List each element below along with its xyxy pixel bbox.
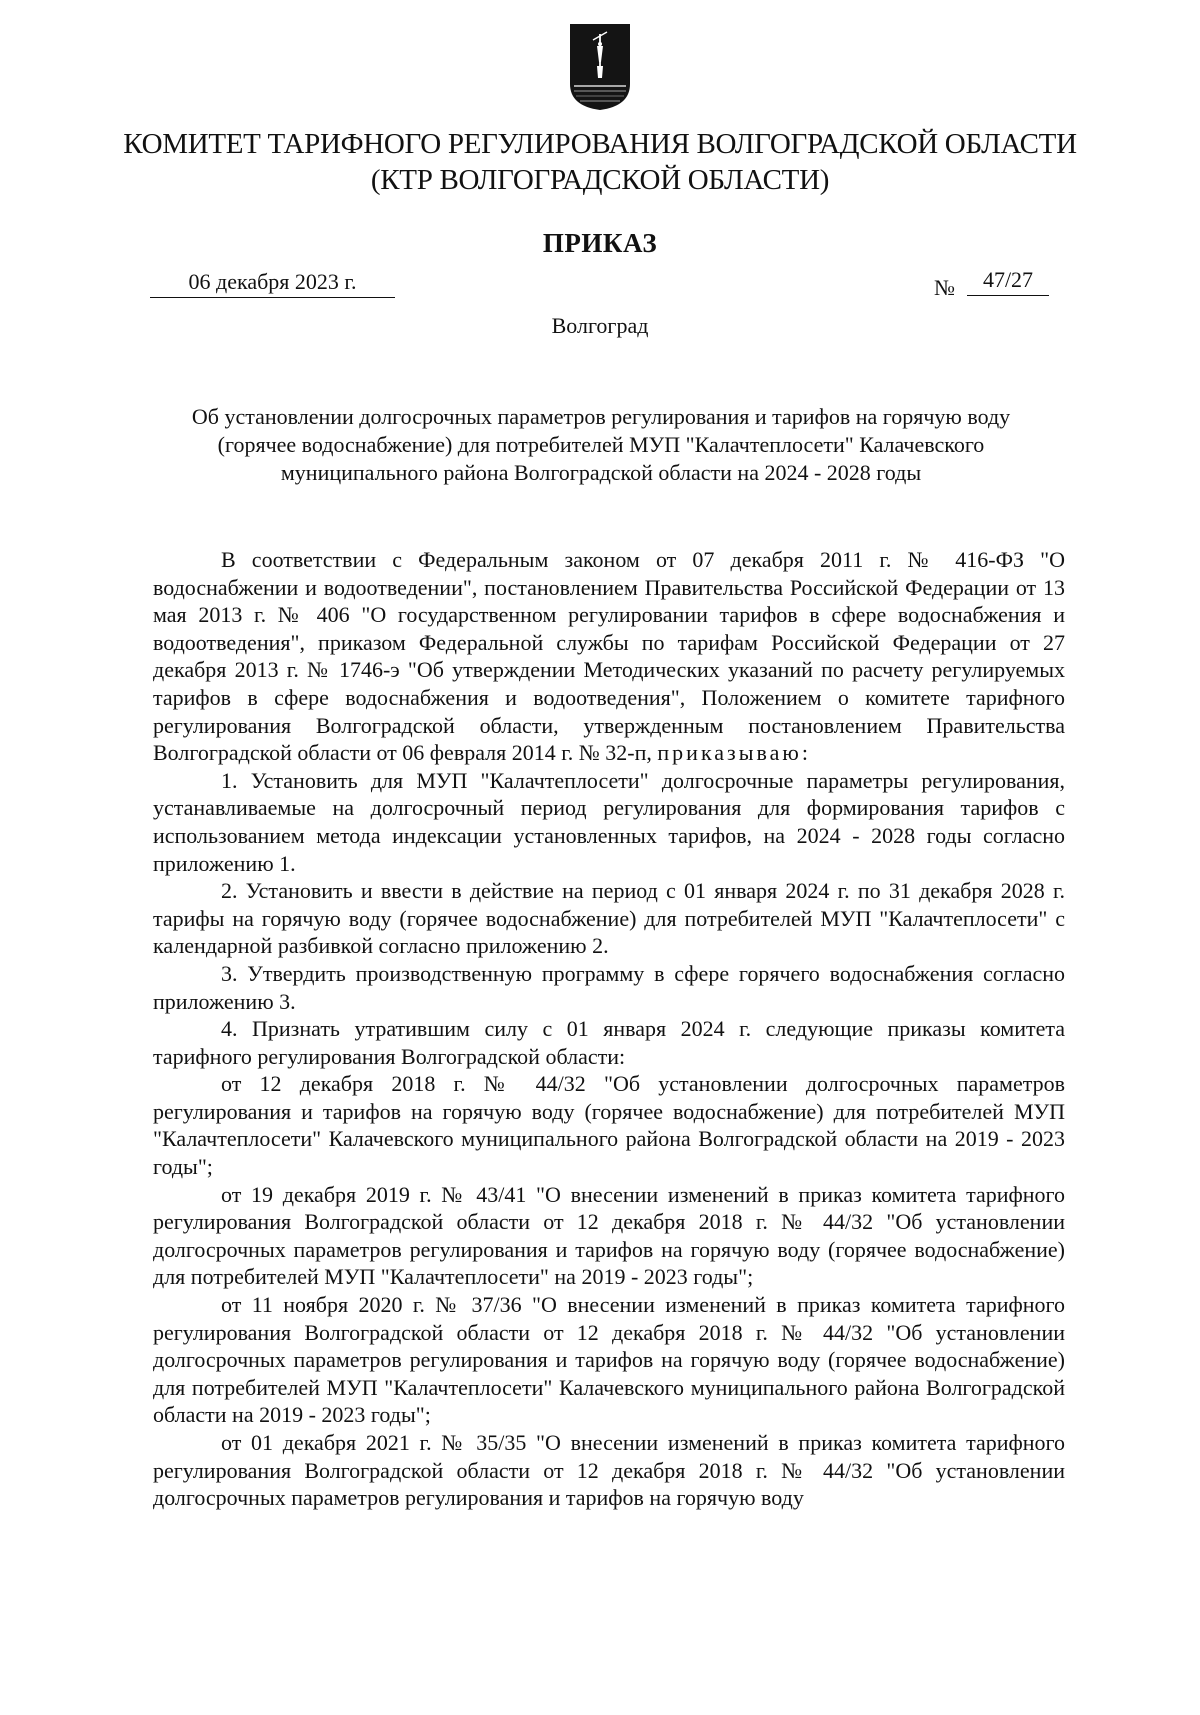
- order-item-1: 1. Установить для МУП "Калачтеплосети" долгосрочные параметры регулирования, устанавливаемые на долгосрочный период регулирования для формирования тарифов с использованием метода индексации установленных тарифов, на 2024 - 2028 годы согласно приложению 1.: [153, 767, 1065, 876]
- order-item-2: 2. Установить и ввести в действие на период с 01 января 2024 г. по 31 декабря 2028 г. тарифы на горячую воду (горячее водоснабжение) для потребителей МУП "Калачтеплосети" с календарной разбивкой согласно приложению 2.: [153, 878, 1065, 959]
- order-date: 06 декабря 2023 г.: [150, 267, 395, 298]
- order-subject: Об установлении долгосрочных параметров регулирования и тарифов на горячую воду (горячее водоснабжение) для потребителей МУП "Калачтеплосети" Калачевского муниципального района Волгоградской области на 2024 - 2028 годы: [191, 404, 1011, 485]
- order-number-label: №: [934, 275, 955, 300]
- order-number: 47/27: [967, 265, 1049, 296]
- preamble-text: В соответствии с Федеральным законом от 07 декабря 2011 г. № 416-ФЗ "О водоснабжении и водоотведении", постановлением Правительства Российской Федерации от 13 мая 2013 г. № 406 "О государственном регулировании тарифов в сфере водоснабжения и водоотведения", приказом Федеральной службы по тарифам Российской Федерации от 27 декабря 2013 г. № 1746-э "Об утверждении Методических указаний по расчету регулируемых тарифов в сфере водоснабжения и водоотведения", Положением о комитете тарифного регулирования Волгоградской области, утвержденным постановлением Правительства Волгоградской области от 06 февраля 2014 г. № 32-п,: [153, 547, 1065, 766]
- coat-of-arms-icon: [568, 22, 632, 112]
- repealed-order-2: от 19 декабря 2019 г. № 43/41 "О внесении изменений в приказ комитета тарифного регулирования Волгоградской области от 12 декабря 2018 г. № 44/32 "Об установлении долгосрочных параметров регулирования и тарифов на горячую воду (горячее водоснабжение) для потребителей МУП "Калачтеплосети" на 2019 - 2023 годы";: [153, 1181, 1065, 1290]
- coat-of-arms-emblem: [568, 22, 632, 112]
- order-item-4: 4. Признать утратившим силу с 01 января 2024 г. следующие приказы комитета тарифного регулирования Волгоградской области:: [153, 1016, 1065, 1069]
- committee-abbreviation: (КТР ВОЛГОГРАДСКОЙ ОБЛАСТИ): [370, 164, 830, 196]
- order-city: Волгоград: [551, 313, 649, 338]
- order-body: [153, 546, 1065, 1512]
- preamble-paragraph: [153, 546, 1065, 767]
- repealed-order-1: от 12 декабря 2018 г. № 44/32 "Об установлении долгосрочных параметров регулирования и тарифов на горячую воду (горячее водоснабжение) для потребителей МУП "Калачтеплосети" Калачевского муниципального района Волгоградской области на 2019 - 2023 годы";: [153, 1071, 1065, 1180]
- committee-name: КОМИТЕТ ТАРИФНОГО РЕГУЛИРОВАНИЯ ВОЛГОГРАДСКОЙ ОБЛАСТИ: [123, 128, 1077, 160]
- repealed-order-4: от 01 декабря 2021 г. № 35/35 "О внесении изменений в приказ комитета тарифного регулирования Волгоградской области от 12 декабря 2018 г. № 44/32 "Об установлении долгосрочных параметров регулирования и тарифов на горячую воду: [153, 1430, 1065, 1511]
- order-item-3: 3. Утвердить производственную программу в сфере горячего водоснабжения согласно приложению 3.: [153, 960, 1065, 1014]
- order-keyword: приказываю:: [657, 740, 811, 766]
- repealed-order-3: от 11 ноября 2020 г. № 37/36 "О внесении изменений в приказ комитета тарифного регулирования Волгоградской области от 12 декабря 2018 г. № 44/32 "Об установлении долгосрочных параметров регулирования и тарифов на горячую воду (горячее водоснабжение) для потребителей МУП "Калачтеплосети" Калачевского муниципального района Волгоградской области на 2019 - 2023 годы";: [153, 1292, 1065, 1428]
- document-type-title: ПРИКАЗ: [542, 228, 658, 258]
